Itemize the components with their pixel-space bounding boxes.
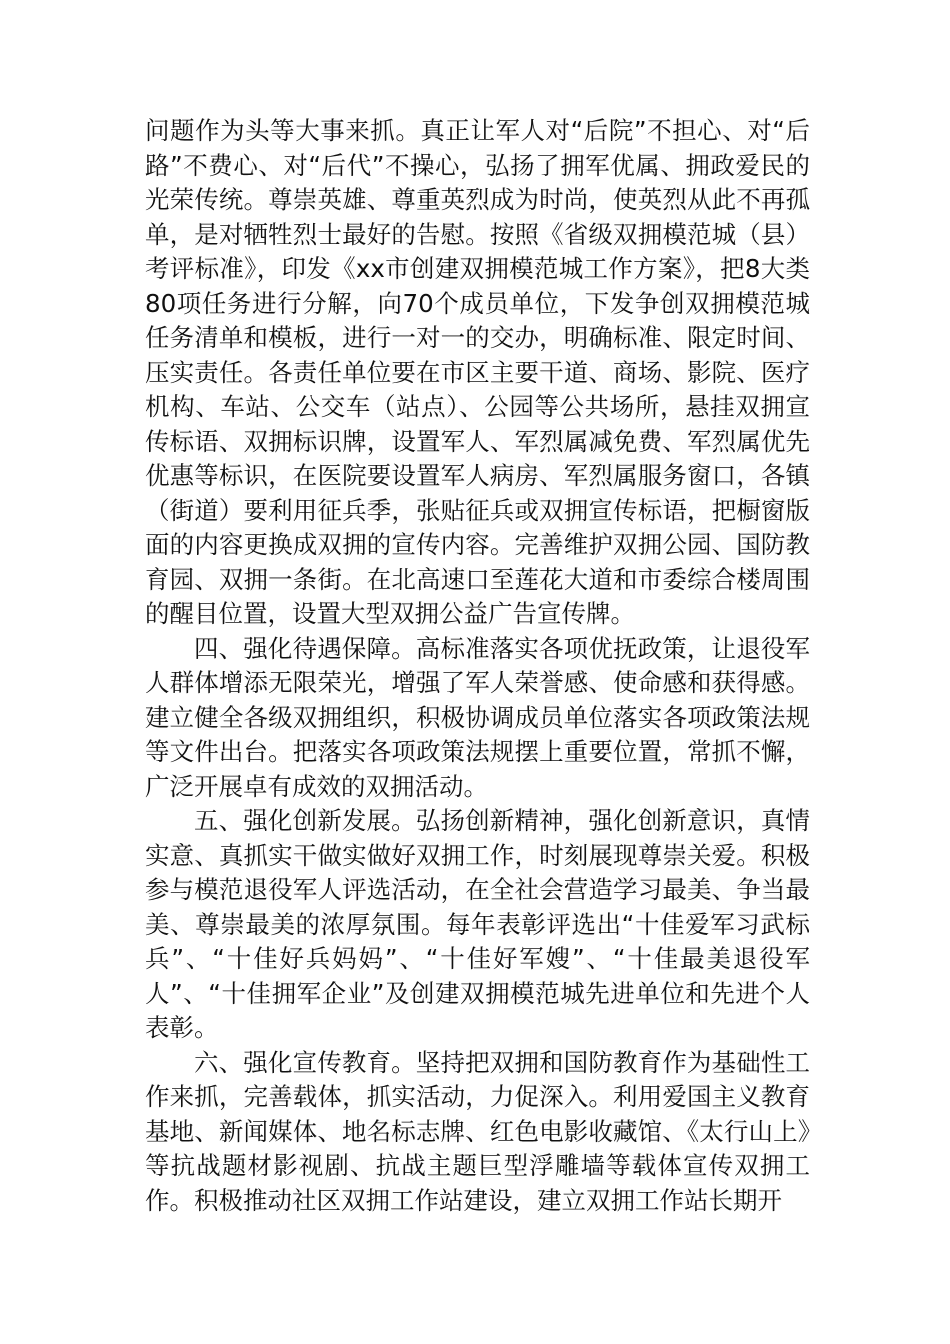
paragraph-publicity-education: 六、强化宣传教育。坚持把双拥和国防教育作为基础性工作来抓，完善载体，抓实活动，力促深入。利用爱国主义教育基地、新闻媒体、地名标志牌、红色电影收藏馆、《太行山上》等抗战题材影视剧、抗战主题巨型浮雕墙等载体宣传双拥工作。积极推动社区双拥工作站建设，建立双拥工作站长期开 bbox=[145, 1047, 810, 1215]
paragraph-innovation-development: 五、强化创新发展。弘扬创新精神，强化创新意识，真情实意、真抓实干做实做好双拥工作，时刻展现尊崇关爱。积极参与模范退役军人评选活动，在全社会营造学习最美、争当最美、尊崇最美的浓厚氛围。每年表彰评选出“十佳爱军习武标兵”、“十佳好兵妈妈”、“十佳好军嫂”、“十佳最美退役军人”、“十佳拥军企业”及创建双拥模范城先进单位和先进个人表彰。 bbox=[145, 806, 810, 1042]
paragraph-treatment-guarantee: 四、强化待遇保障。高标准落实各项优抚政策，让退役军人群体增添无限荣光，增强了军人荣誉感、使命感和获得感。建立健全各级双拥组织，积极协调成员单位落实各项政策法规等文件出台。把落实各项政策法规摆上重要位置，常抓不懈，广泛开展卓有成效的双拥活动。 bbox=[145, 633, 810, 801]
paragraph-continuation: 问题作为头等大事来抓。真正让军人对“后院”不担心、对“后路”不费心、对“后代”不操心，弘扬了拥军优属、拥政爱民的光荣传统。尊崇英雄、尊重英烈成为时尚，使英烈从此不再孤单，是对牺牲烈士最好的告慰。按照《省级双拥模范城（县）考评标准》，印发《xx市创建双拥模范城工作方案》，把8大类80项任务进行分解，向70个成员单位，下发争创双拥模范城任务清单和模板，进行一对一的交办，明确标准、限定时间、压实责任。各责任单位要在市区主要干道、商场、影院、医疗机构、车站、公交车（站点）、公园等公共场所，悬挂双拥宣传标语、双拥标识牌，设置军人、军烈属减免费、军烈属优先优惠等标识，在医院要设置军人病房、军烈属服务窗口，各镇（街道）要利用征兵季，张贴征兵或双拥宣传标语，把橱窗版面的内容更换成双拥的宣传内容。完善维护双拥公园、国防教育园、双拥一条街。在北高速口至莲花大道和市委综合楼周围的醒目位置，设置大型双拥公益广告宣传牌。 bbox=[145, 116, 810, 628]
document-body bbox=[145, 114, 810, 1218]
